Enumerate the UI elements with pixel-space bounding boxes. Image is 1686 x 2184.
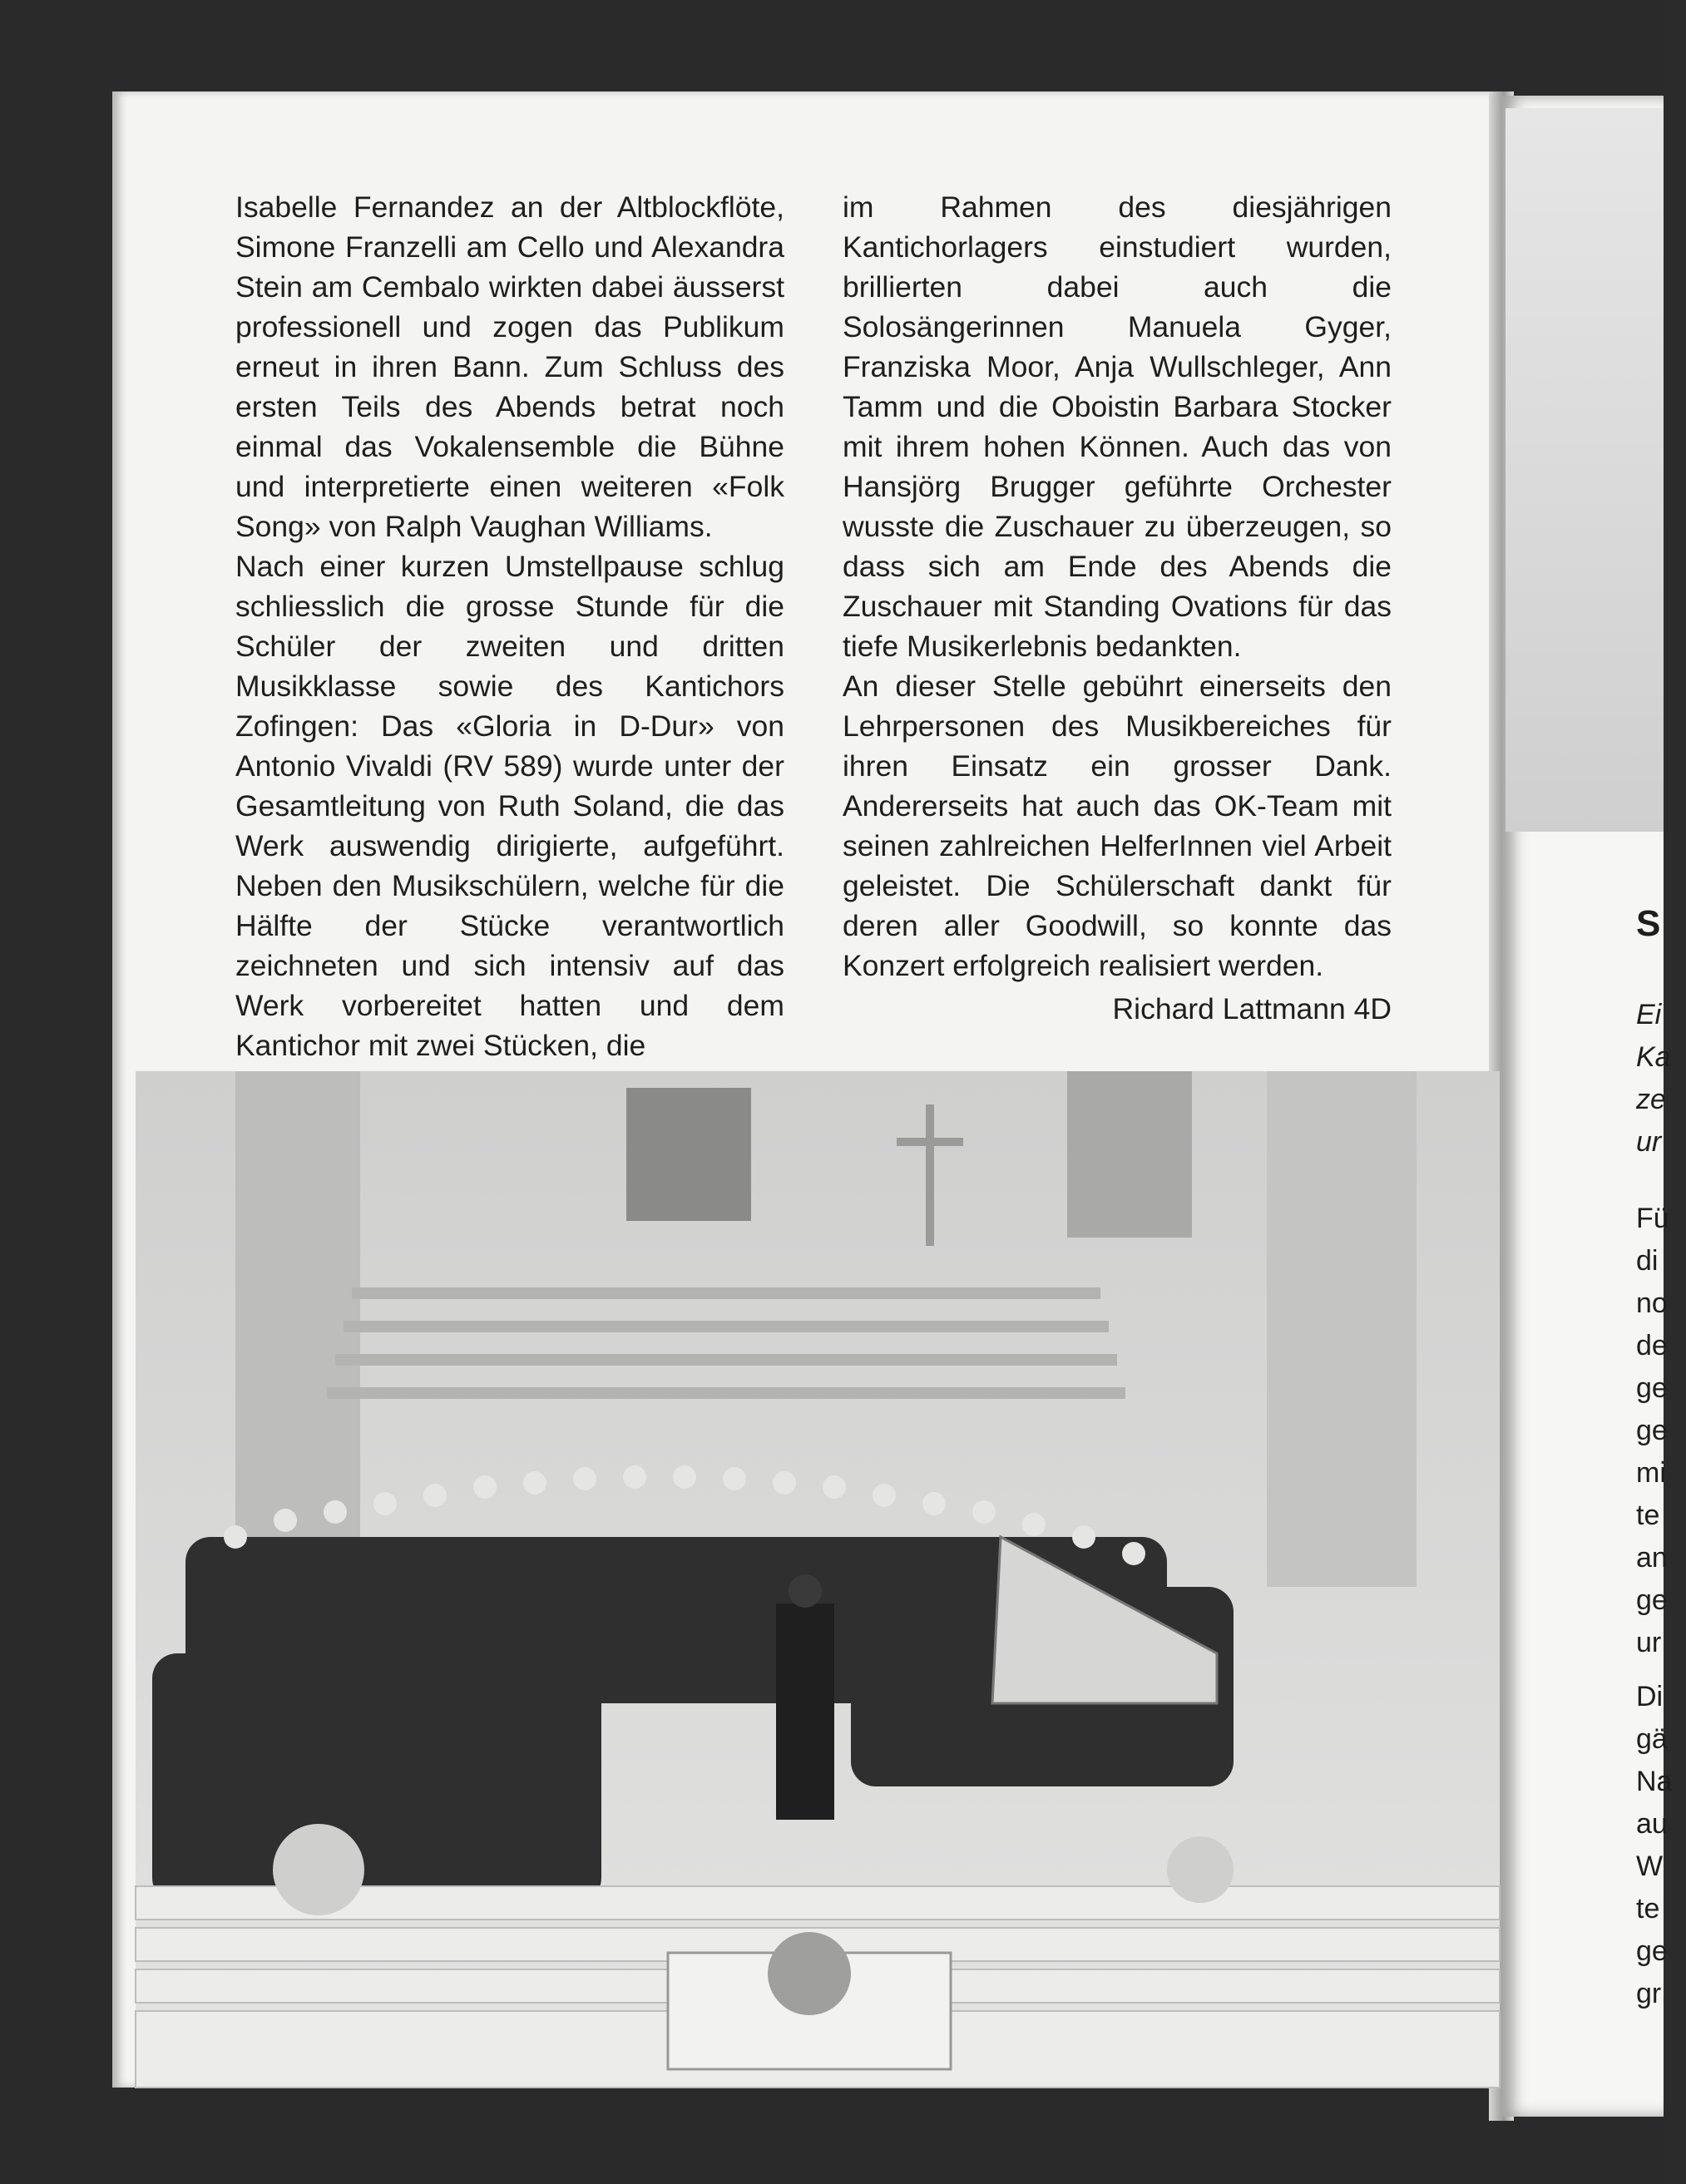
paragraph: im Rahmen des diesjährigen Kantichorlagers einstudiert wurden, brillierten dabei auch die Solosängerinnen Manuela Gyger, Franziska Moor, Anja Wullschleger, Ann Tamm und die Oboistin Barbara Stocker mit ihrem hohen Können. Auch das von Hansjörg Brugger geführte Orchester wusste die Zuschauer zu überzeugen, so dass sich am Ende des Abends die Zuschauer mit Standing Ovations für das tiefe Musikerlebnis bedankten. [843,190,1392,663]
text-fragment: te [1636,1893,1660,1925]
text-fragment: W [1636,1850,1664,1882]
cross [926,1104,934,1246]
organ-panel [626,1088,751,1221]
text-fragment: de [1636,1330,1668,1361]
text-fragment: au [1636,1808,1668,1840]
text-fragment: di [1636,1245,1659,1277]
text-fragment: ge [1636,1372,1668,1404]
text-fragment: Na [1636,1766,1673,1797]
right-page-intro-fragment [1636,994,1686,1164]
text-fragment: Di [1636,1681,1664,1712]
text-fragment: Fü [1636,1203,1669,1234]
text-fragment: ge [1636,1935,1668,1967]
text-fragment: ur [1636,1627,1662,1658]
text-fragment: Ka [1636,1041,1671,1073]
text-fragment: an [1636,1542,1668,1574]
text-fragment: ge [1636,1415,1668,1446]
right-page-photo-fragment [1506,108,1664,832]
left-text-column [235,187,784,1065]
paragraph: Nach einer kurzen Umstellpause schlug schliesslich die grosse Stunde für die Schüler der zweiten und dritten Musikklasse sowie des Kantichors Zofingen: Das «Gloria in D-Dur» von Antonio Vivaldi (RV 589) wurde unter der Gesamtleitung von Ruth Soland, die das Werk auswendig dirigierte, aufgeführt. Neben den Musikschülern, welche für die Hälfte der Stücke verantwortlich zeichneten und sich intensiv auf das Werk vorbereitet hatten und dem Kantichor mit zwei Stücken, die [235,550,784,1062]
text-fragment: Ei [1636,999,1662,1030]
text-fragment: ze [1636,1084,1666,1115]
concert-photo [136,1071,1500,2088]
author-signature: Richard Lattmann 4D [1112,992,1392,1025]
text-fragment: te [1636,1500,1660,1531]
concert-photo-illustration [136,1071,1500,2088]
text-fragment: gr [1636,1978,1662,2009]
right-page-body-fragment-1 [1636,1198,1686,1664]
text-fragment: ge [1636,1584,1668,1616]
text-fragment: no [1636,1287,1668,1319]
text-fragment: ur [1636,1126,1662,1158]
pillar-right [1267,1071,1417,1587]
flowers-altar [768,1932,851,2015]
conductor [776,1603,834,1820]
organ-right [1067,1071,1192,1238]
right-page-heading-fragment: S [1636,903,1661,944]
flowers-left [273,1824,364,1915]
right-page-body-fragment-2 [1636,1676,1686,2015]
paragraph: An dieser Stelle gebührt einerseits den Lehrpersonen des Musikbereiches für ihren Einsatz ein grosser Dank. Andererseits hat auch das OK-Team mit seinen zahlreichen HelferInnen viel Arbeit geleistet. Die Schülerschaft dankt für deren aller Goodwill, so konnte das Konzert erfolgreich realisiert werden. [843,670,1392,982]
pillar-left [235,1071,360,1537]
text-fragment: gä [1636,1723,1668,1755]
text-fragment: mi [1636,1457,1666,1489]
paragraph: Isabelle Fernandez an der Altblockflöte, Simone Franzelli am Cello und Alexandra Stein am Cembalo wirkten dabei äusserst professionell und zogen das Publikum erneut in ihren Bann. Zum Schluss des ersten Teils des Abends betrat noch einmal das Vokalensemble die Bühne und interpretierte einen weiteren «Folk Song» von Ralph Vaughan Williams. [235,190,784,543]
flowers-right [1167,1836,1234,1903]
right-text-column [843,187,1392,1029]
